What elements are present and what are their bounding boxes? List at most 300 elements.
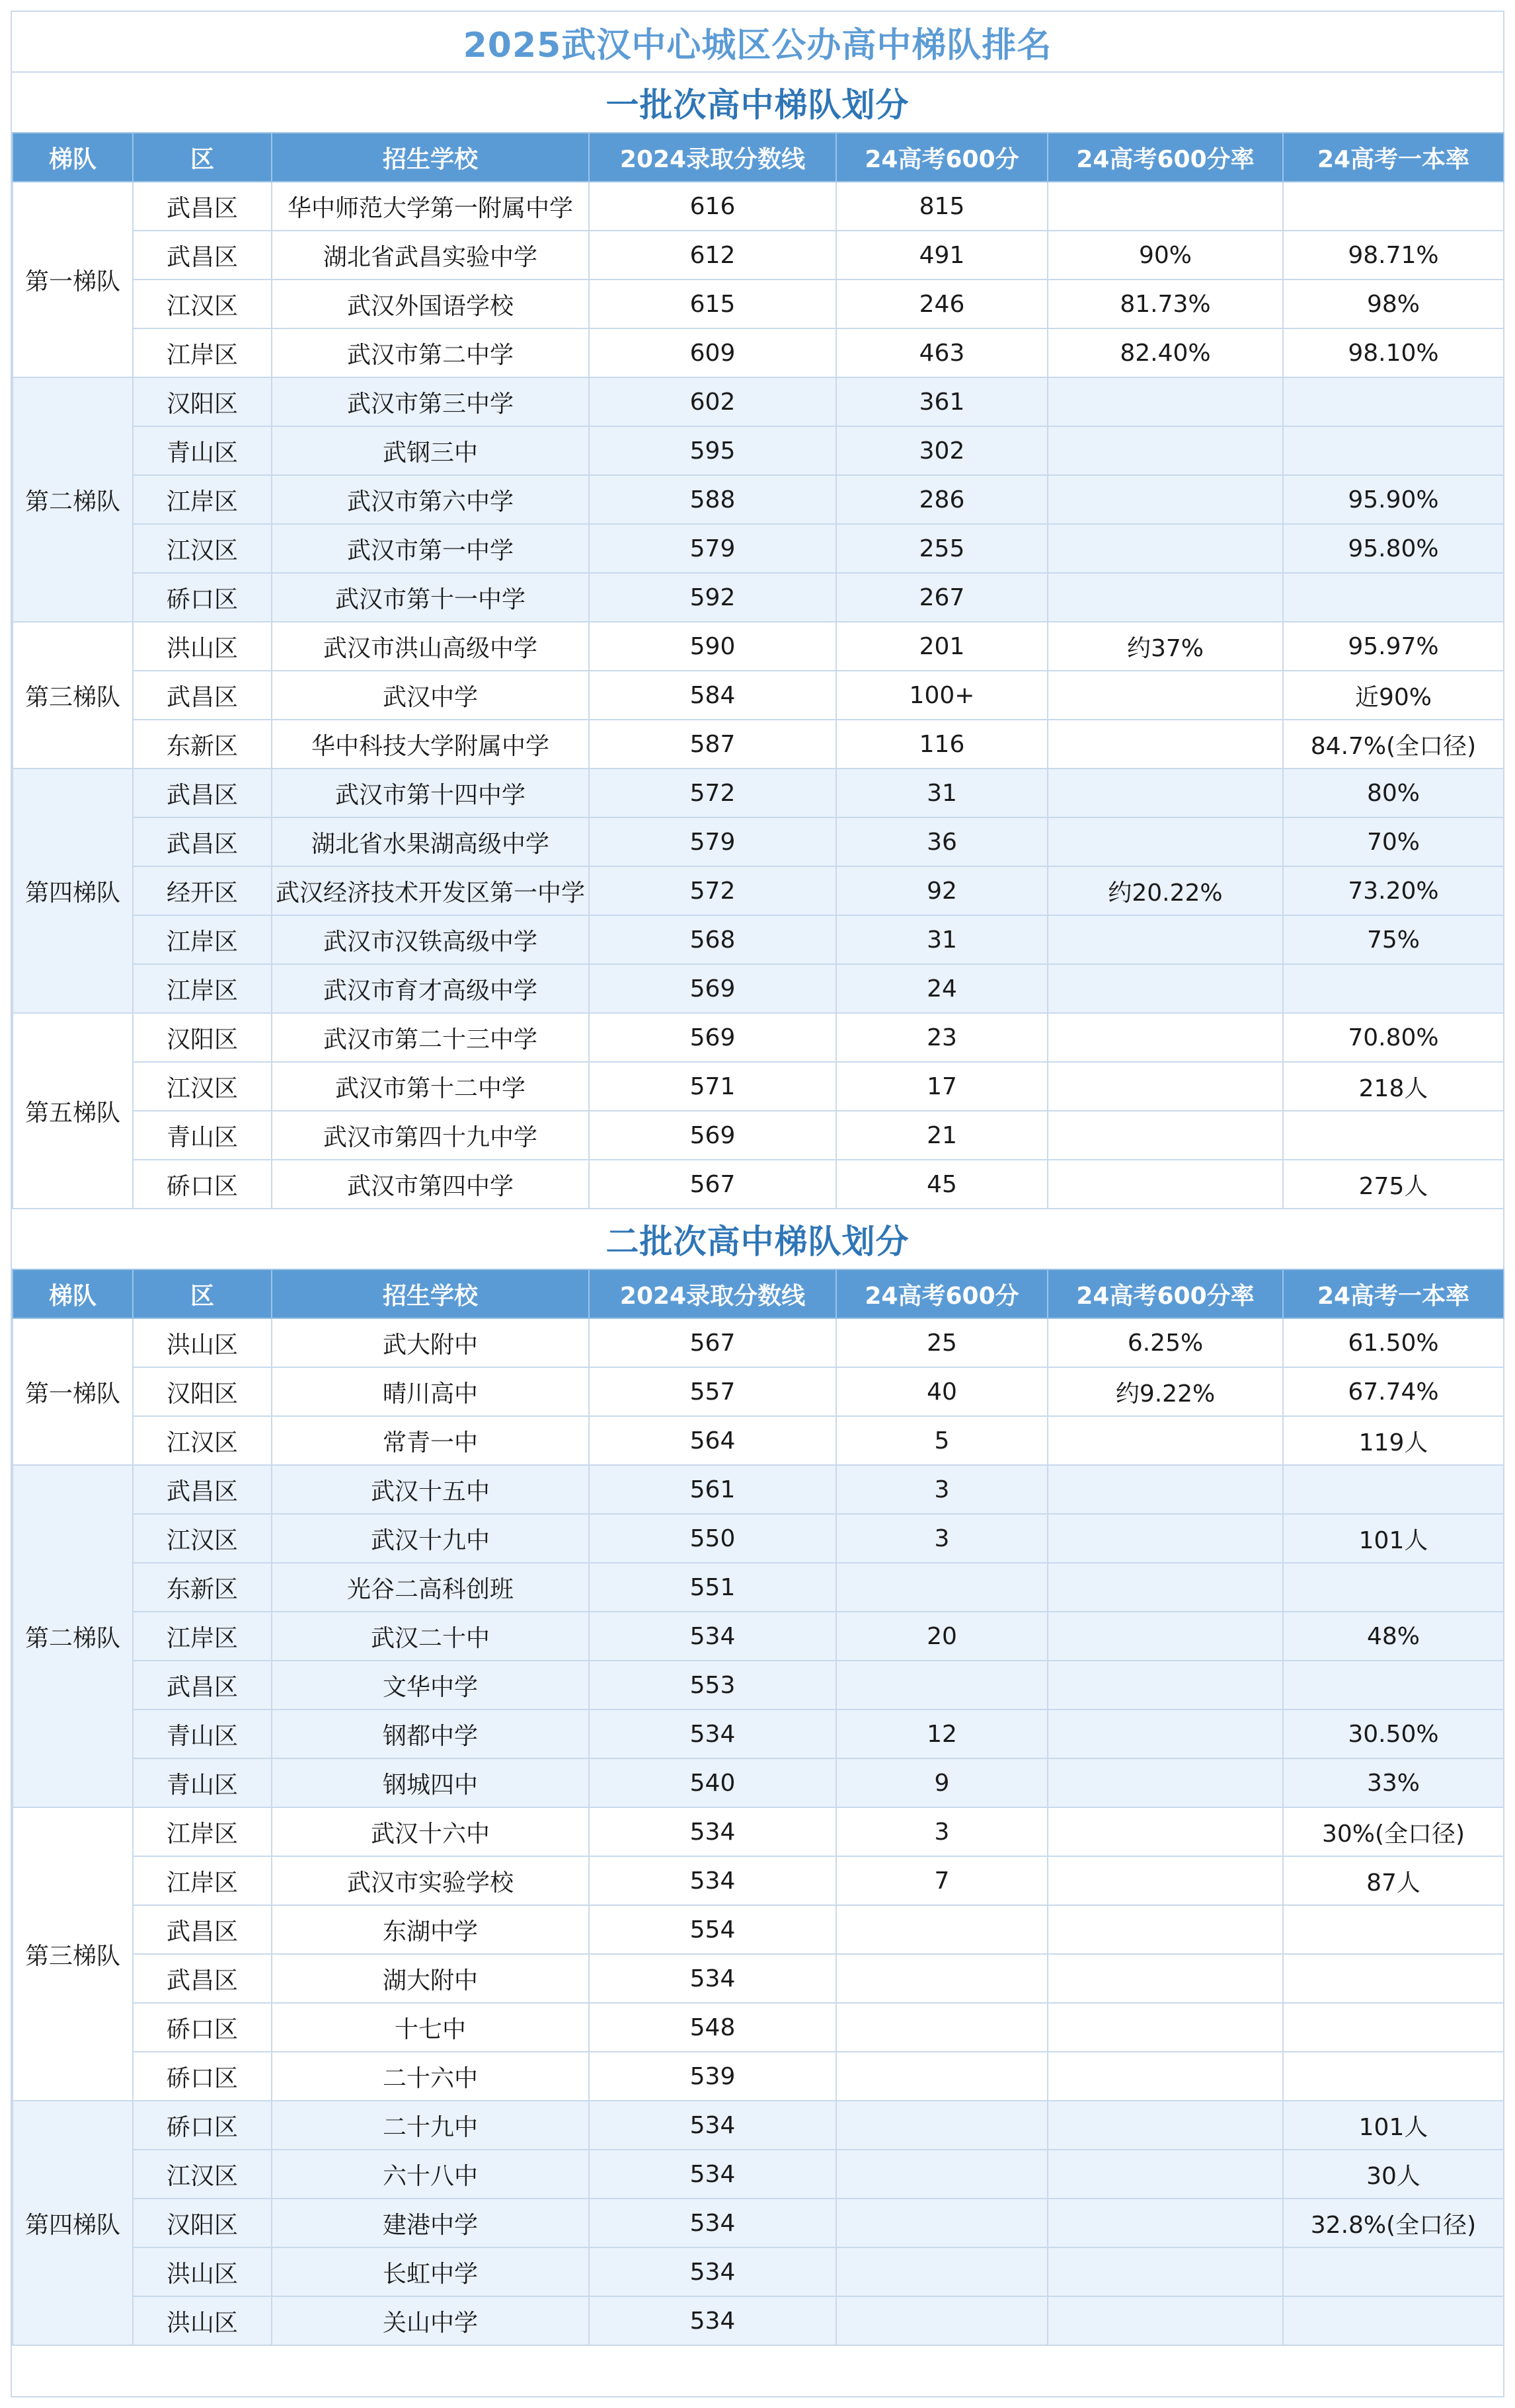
tier1-rate-cell: 98% <box>1283 280 1504 328</box>
school-cell: 武汉十九中 <box>272 1514 589 1563</box>
table-row <box>13 1013 1504 1062</box>
column-header: 24高考600分 <box>836 1269 1048 1318</box>
table-row <box>13 1954 1504 2003</box>
district-cell: 江岸区 <box>133 328 272 377</box>
count-600-cell: 31 <box>836 769 1048 817</box>
table-row <box>13 328 1504 377</box>
district-cell: 青山区 <box>133 426 272 475</box>
tier1-rate-cell <box>1283 573 1504 622</box>
tier1-rate-cell: 95.97% <box>1283 622 1504 671</box>
district-cell: 经开区 <box>133 866 272 915</box>
table-row <box>13 769 1504 817</box>
score-cell: 551 <box>589 1563 836 1612</box>
table-row <box>13 866 1504 915</box>
tier1-rate-cell: 75% <box>1283 915 1504 964</box>
count-600-cell: 45 <box>836 1160 1048 1209</box>
table-row <box>13 720 1504 769</box>
rate-600-cell <box>1048 2101 1283 2150</box>
district-cell: 洪山区 <box>133 2247 272 2296</box>
school-cell: 常青一中 <box>272 1416 589 1465</box>
table-row <box>13 1612 1504 1661</box>
score-cell: 588 <box>589 475 836 524</box>
school-cell: 武汉市实验学校 <box>272 1856 589 1905</box>
district-cell: 硚口区 <box>133 2052 272 2101</box>
table-row <box>13 2247 1504 2296</box>
rate-600-cell: 约37% <box>1048 622 1283 671</box>
tier1-rate-cell: 101人 <box>1283 1514 1504 1563</box>
table-row <box>13 524 1504 573</box>
school-cell: 建港中学 <box>272 2199 589 2247</box>
school-cell: 武汉外国语学校 <box>272 280 589 328</box>
count-600-cell: 267 <box>836 573 1048 622</box>
table-row <box>13 573 1504 622</box>
district-cell: 汉阳区 <box>133 1013 272 1062</box>
column-header: 24高考一本率 <box>1283 133 1504 182</box>
count-600-cell <box>836 2199 1048 2247</box>
school-cell: 武汉市第十一中学 <box>272 573 589 622</box>
rate-600-cell <box>1048 524 1283 573</box>
count-600-cell <box>836 2150 1048 2199</box>
school-cell: 武汉市第四十九中学 <box>272 1111 589 1160</box>
page-title: 2025武汉中心城区公办高中梯队排名 <box>12 12 1503 73</box>
tier1-rate-cell: 67.74% <box>1283 1367 1504 1416</box>
tier1-rate-cell <box>1283 964 1504 1013</box>
column-header: 区 <box>133 133 272 182</box>
district-cell: 江岸区 <box>133 1856 272 1905</box>
tier-label: 第三梯队 <box>13 1807 133 2101</box>
column-header: 招生学校 <box>272 133 589 182</box>
count-600-cell <box>836 2101 1048 2150</box>
score-cell: 571 <box>589 1062 836 1111</box>
school-cell: 东湖中学 <box>272 1905 589 1954</box>
school-cell: 湖北省水果湖高级中学 <box>272 817 589 866</box>
tier1-rate-cell <box>1283 377 1504 426</box>
rate-600-cell <box>1048 1612 1283 1661</box>
district-cell: 洪山区 <box>133 2296 272 2345</box>
count-600-cell: 25 <box>836 1318 1048 1367</box>
rate-600-cell: 82.40% <box>1048 328 1283 377</box>
school-cell: 二十九中 <box>272 2101 589 2150</box>
school-cell: 华中师范大学第一附属中学 <box>272 182 589 231</box>
school-cell: 武汉二十中 <box>272 1612 589 1661</box>
school-cell: 武汉十六中 <box>272 1807 589 1856</box>
tier1-rate-cell: 61.50% <box>1283 1318 1504 1367</box>
rate-600-cell <box>1048 1013 1283 1062</box>
table-row <box>13 1807 1504 1856</box>
rate-600-cell <box>1048 2150 1283 2199</box>
count-600-cell: 100+ <box>836 671 1048 720</box>
tier-label: 第四梯队 <box>13 2101 133 2345</box>
table-row <box>13 1514 1504 1563</box>
school-cell: 武汉经济技术开发区第一中学 <box>272 866 589 915</box>
ranking-table <box>12 1269 1504 2346</box>
school-cell: 晴川高中 <box>272 1367 589 1416</box>
table-row <box>13 817 1504 866</box>
score-cell: 602 <box>589 377 836 426</box>
district-cell: 硚口区 <box>133 573 272 622</box>
school-cell: 二十六中 <box>272 2052 589 2101</box>
tier1-rate-cell: 87人 <box>1283 1856 1504 1905</box>
table-row <box>13 1318 1504 1367</box>
column-header: 梯队 <box>13 133 133 182</box>
count-600-cell <box>836 2052 1048 2101</box>
district-cell: 汉阳区 <box>133 1367 272 1416</box>
rate-600-cell <box>1048 2003 1283 2052</box>
school-cell: 钢城四中 <box>272 1758 589 1807</box>
school-cell: 关山中学 <box>272 2296 589 2345</box>
score-cell: 569 <box>589 1013 836 1062</box>
count-600-cell: 3 <box>836 1465 1048 1514</box>
rate-600-cell <box>1048 377 1283 426</box>
rate-600-cell: 约9.22% <box>1048 1367 1283 1416</box>
count-600-cell <box>836 2296 1048 2345</box>
rate-600-cell: 90% <box>1048 231 1283 280</box>
table-row <box>13 475 1504 524</box>
table-row <box>13 671 1504 720</box>
table-row <box>13 1111 1504 1160</box>
section-title: 二批次高中梯队划分 <box>605 1223 910 1261</box>
score-cell: 592 <box>589 573 836 622</box>
tier1-rate-cell <box>1283 1111 1504 1160</box>
school-cell: 武汉中学 <box>272 671 589 720</box>
table-row <box>13 231 1504 280</box>
count-600-cell: 24 <box>836 964 1048 1013</box>
district-cell: 武昌区 <box>133 769 272 817</box>
district-cell: 青山区 <box>133 1111 272 1160</box>
district-cell: 洪山区 <box>133 622 272 671</box>
district-cell: 武昌区 <box>133 182 272 231</box>
rate-600-cell <box>1048 1954 1283 2003</box>
count-600-cell: 286 <box>836 475 1048 524</box>
count-600-cell: 255 <box>836 524 1048 573</box>
score-cell: 569 <box>589 964 836 1013</box>
rate-600-cell <box>1048 1807 1283 1856</box>
tier1-rate-cell <box>1283 1563 1504 1612</box>
district-cell: 东新区 <box>133 1563 272 1612</box>
tier-label: 第五梯队 <box>13 1013 133 1209</box>
rate-600-cell <box>1048 1160 1283 1209</box>
score-cell: 553 <box>589 1661 836 1710</box>
score-cell: 564 <box>589 1416 836 1465</box>
count-600-cell: 116 <box>836 720 1048 769</box>
count-600-cell: 815 <box>836 182 1048 231</box>
tier-label: 第二梯队 <box>13 377 133 622</box>
district-cell: 武昌区 <box>133 1954 272 2003</box>
table-row <box>13 1758 1504 1807</box>
count-600-cell <box>836 1954 1048 2003</box>
score-cell: 579 <box>589 524 836 573</box>
table-row <box>13 2052 1504 2101</box>
table-row <box>13 426 1504 475</box>
count-600-cell: 12 <box>836 1710 1048 1758</box>
count-600-cell: 23 <box>836 1013 1048 1062</box>
district-cell: 武昌区 <box>133 817 272 866</box>
tier1-rate-cell: 98.71% <box>1283 231 1504 280</box>
ranking-sheet <box>11 11 1504 2397</box>
school-cell: 武钢三中 <box>272 426 589 475</box>
score-cell: 534 <box>589 1612 836 1661</box>
score-cell: 572 <box>589 866 836 915</box>
score-cell: 572 <box>589 769 836 817</box>
school-cell: 六十八中 <box>272 2150 589 2199</box>
section-title: 一批次高中梯队划分 <box>605 86 910 124</box>
rate-600-cell <box>1048 2247 1283 2296</box>
column-header: 2024录取分数线 <box>589 1269 836 1318</box>
rate-600-cell <box>1048 720 1283 769</box>
school-cell: 文华中学 <box>272 1661 589 1710</box>
tier1-rate-cell <box>1283 426 1504 475</box>
school-cell: 武汉市第四中学 <box>272 1160 589 1209</box>
sections-container <box>12 73 1503 2346</box>
rate-600-cell <box>1048 475 1283 524</box>
rate-600-cell: 81.73% <box>1048 280 1283 328</box>
rate-600-cell <box>1048 573 1283 622</box>
rate-600-cell <box>1048 1661 1283 1710</box>
rate-600-cell <box>1048 2199 1283 2247</box>
school-cell: 武汉市第十二中学 <box>272 1062 589 1111</box>
table-row <box>13 1905 1504 1954</box>
count-600-cell: 31 <box>836 915 1048 964</box>
score-cell: 534 <box>589 2101 836 2150</box>
tier1-rate-cell: 70.80% <box>1283 1013 1504 1062</box>
tier1-rate-cell: 119人 <box>1283 1416 1504 1465</box>
rate-600-cell <box>1048 1111 1283 1160</box>
table-row <box>13 1710 1504 1758</box>
count-600-cell <box>836 1563 1048 1612</box>
score-cell: 595 <box>589 426 836 475</box>
school-cell: 武汉十五中 <box>272 1465 589 1514</box>
table-row <box>13 2101 1504 2150</box>
rate-600-cell <box>1048 1465 1283 1514</box>
score-cell: 557 <box>589 1367 836 1416</box>
score-cell: 534 <box>589 1954 836 2003</box>
table-row <box>13 1563 1504 1612</box>
rate-600-cell: 约20.22% <box>1048 866 1283 915</box>
rate-600-cell <box>1048 2052 1283 2101</box>
district-cell: 武昌区 <box>133 1905 272 1954</box>
count-600-cell: 17 <box>836 1062 1048 1111</box>
score-cell: 550 <box>589 1514 836 1563</box>
tier1-rate-cell <box>1283 1465 1504 1514</box>
school-cell: 长虹中学 <box>272 2247 589 2296</box>
tier1-rate-cell: 48% <box>1283 1612 1504 1661</box>
count-600-cell <box>836 1661 1048 1710</box>
rate-600-cell <box>1048 1710 1283 1758</box>
count-600-cell: 491 <box>836 231 1048 280</box>
column-header: 区 <box>133 1269 272 1318</box>
school-cell: 光谷二高科创班 <box>272 1563 589 1612</box>
school-cell: 武汉市第十四中学 <box>272 769 589 817</box>
count-600-cell: 20 <box>836 1612 1048 1661</box>
school-cell: 武汉市第二中学 <box>272 328 589 377</box>
score-cell: 534 <box>589 2296 836 2345</box>
score-cell: 609 <box>589 328 836 377</box>
tier1-rate-cell: 275人 <box>1283 1160 1504 1209</box>
score-cell: 561 <box>589 1465 836 1514</box>
tier1-rate-cell <box>1283 182 1504 231</box>
tier1-rate-cell: 80% <box>1283 769 1504 817</box>
district-cell: 硚口区 <box>133 2101 272 2150</box>
district-cell: 江岸区 <box>133 1612 272 1661</box>
district-cell: 洪山区 <box>133 1318 272 1367</box>
bottom-spacer <box>12 2346 1503 2392</box>
district-cell: 青山区 <box>133 1758 272 1807</box>
district-cell: 东新区 <box>133 720 272 769</box>
district-cell: 武昌区 <box>133 231 272 280</box>
rate-600-cell: 6.25% <box>1048 1318 1283 1367</box>
tier1-rate-cell: 近90% <box>1283 671 1504 720</box>
count-600-cell: 5 <box>836 1416 1048 1465</box>
rate-600-cell <box>1048 426 1283 475</box>
tier1-rate-cell: 32.8%(全口径) <box>1283 2199 1504 2247</box>
score-cell: 534 <box>589 1856 836 1905</box>
tier1-rate-cell: 218人 <box>1283 1062 1504 1111</box>
count-600-cell: 40 <box>836 1367 1048 1416</box>
school-cell: 武汉市育才高级中学 <box>272 964 589 1013</box>
table-row <box>13 182 1504 231</box>
score-cell: 548 <box>589 2003 836 2052</box>
score-cell: 567 <box>589 1160 836 1209</box>
district-cell: 江岸区 <box>133 915 272 964</box>
district-cell: 武昌区 <box>133 671 272 720</box>
tier1-rate-cell <box>1283 1954 1504 2003</box>
district-cell: 江汉区 <box>133 1416 272 1465</box>
table-row <box>13 2150 1504 2199</box>
rate-600-cell <box>1048 1856 1283 1905</box>
count-600-cell: 9 <box>836 1758 1048 1807</box>
score-cell: 587 <box>589 720 836 769</box>
score-cell: 534 <box>589 2199 836 2247</box>
school-cell: 武汉市第六中学 <box>272 475 589 524</box>
tier-label: 第三梯队 <box>13 622 133 769</box>
column-header: 24高考一本率 <box>1283 1269 1504 1318</box>
rate-600-cell <box>1048 1905 1283 1954</box>
count-600-cell <box>836 1905 1048 1954</box>
district-cell: 江岸区 <box>133 964 272 1013</box>
table-row <box>13 1367 1504 1416</box>
count-600-cell: 92 <box>836 866 1048 915</box>
count-600-cell: 201 <box>836 622 1048 671</box>
column-header: 24高考600分 <box>836 133 1048 182</box>
score-cell: 539 <box>589 2052 836 2101</box>
table-row <box>13 2199 1504 2247</box>
score-cell: 584 <box>589 671 836 720</box>
table-row <box>13 2296 1504 2345</box>
school-cell: 武汉市洪山高级中学 <box>272 622 589 671</box>
header-row <box>13 133 1504 182</box>
school-cell: 十七中 <box>272 2003 589 2052</box>
score-cell: 590 <box>589 622 836 671</box>
rate-600-cell <box>1048 1758 1283 1807</box>
tier1-rate-cell <box>1283 1661 1504 1710</box>
tier1-rate-cell <box>1283 2052 1504 2101</box>
table-row <box>13 915 1504 964</box>
rate-600-cell <box>1048 915 1283 964</box>
tier-label: 第一梯队 <box>13 1318 133 1465</box>
count-600-cell: 302 <box>836 426 1048 475</box>
table-row <box>13 1062 1504 1111</box>
tier1-rate-cell: 30人 <box>1283 2150 1504 2199</box>
district-cell: 硚口区 <box>133 1160 272 1209</box>
column-header: 梯队 <box>13 1269 133 1318</box>
count-600-cell <box>836 2247 1048 2296</box>
tier1-rate-cell: 84.7%(全口径) <box>1283 720 1504 769</box>
tier1-rate-cell: 30%(全口径) <box>1283 1807 1504 1856</box>
district-cell: 武昌区 <box>133 1465 272 1514</box>
district-cell: 江汉区 <box>133 1062 272 1111</box>
count-600-cell: 246 <box>836 280 1048 328</box>
school-cell: 武汉市第三中学 <box>272 377 589 426</box>
count-600-cell: 7 <box>836 1856 1048 1905</box>
district-cell: 江汉区 <box>133 2150 272 2199</box>
score-cell: 569 <box>589 1111 836 1160</box>
tier1-rate-cell: 30.50% <box>1283 1710 1504 1758</box>
rate-600-cell <box>1048 964 1283 1013</box>
count-600-cell: 36 <box>836 817 1048 866</box>
score-cell: 554 <box>589 1905 836 1954</box>
district-cell: 江汉区 <box>133 1514 272 1563</box>
table-row <box>13 1160 1504 1209</box>
table-row <box>13 622 1504 671</box>
score-cell: 540 <box>589 1758 836 1807</box>
score-cell: 534 <box>589 2150 836 2199</box>
score-cell: 567 <box>589 1318 836 1367</box>
score-cell: 616 <box>589 182 836 231</box>
tier1-rate-cell: 73.20% <box>1283 866 1504 915</box>
rate-600-cell <box>1048 817 1283 866</box>
score-cell: 579 <box>589 817 836 866</box>
column-header: 24高考600分率 <box>1048 1269 1283 1318</box>
school-cell: 武汉市汉铁高级中学 <box>272 915 589 964</box>
score-cell: 568 <box>589 915 836 964</box>
school-cell: 华中科技大学附属中学 <box>272 720 589 769</box>
count-600-cell: 463 <box>836 328 1048 377</box>
table-row <box>13 1661 1504 1710</box>
table-row <box>13 1416 1504 1465</box>
score-cell: 534 <box>589 1807 836 1856</box>
district-cell: 江汉区 <box>133 280 272 328</box>
rate-600-cell <box>1048 1514 1283 1563</box>
count-600-cell: 3 <box>836 1807 1048 1856</box>
rate-600-cell <box>1048 671 1283 720</box>
ranking-table <box>12 132 1504 1209</box>
tier1-rate-cell: 95.80% <box>1283 524 1504 573</box>
table-row <box>13 1856 1504 1905</box>
table-row <box>13 2003 1504 2052</box>
tier1-rate-cell: 95.90% <box>1283 475 1504 524</box>
tier1-rate-cell: 70% <box>1283 817 1504 866</box>
tier-label: 第四梯队 <box>13 769 133 1013</box>
rate-600-cell <box>1048 1416 1283 1465</box>
school-cell: 钢都中学 <box>272 1710 589 1758</box>
count-600-cell <box>836 2003 1048 2052</box>
table-row <box>13 377 1504 426</box>
rate-600-cell <box>1048 769 1283 817</box>
district-cell: 江岸区 <box>133 475 272 524</box>
tier1-rate-cell <box>1283 1905 1504 1954</box>
district-cell: 江岸区 <box>133 1807 272 1856</box>
tier1-rate-cell: 33% <box>1283 1758 1504 1807</box>
column-header: 2024录取分数线 <box>589 133 836 182</box>
district-cell: 汉阳区 <box>133 377 272 426</box>
rate-600-cell <box>1048 1563 1283 1612</box>
column-header: 24高考600分率 <box>1048 133 1283 182</box>
header-row <box>13 1269 1504 1318</box>
school-cell: 武汉市第二十三中学 <box>272 1013 589 1062</box>
score-cell: 615 <box>589 280 836 328</box>
score-cell: 612 <box>589 231 836 280</box>
rate-600-cell <box>1048 182 1283 231</box>
